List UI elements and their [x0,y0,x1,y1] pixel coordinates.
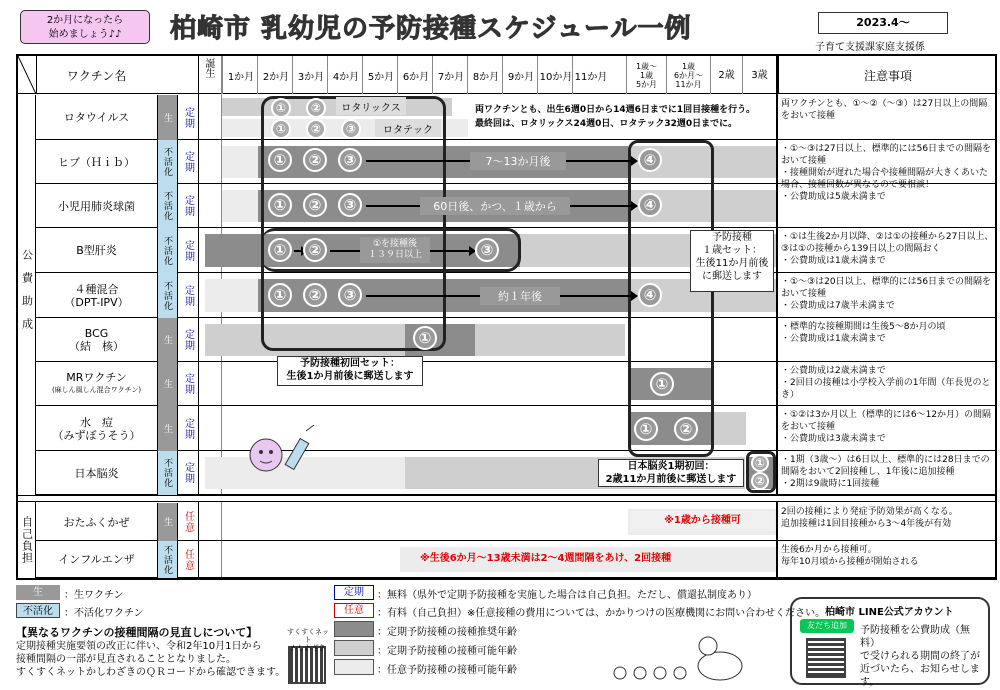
oneyear-set-notice: 予防接種 １歳セット： 生後11か月前後 に郵送します [690,230,774,292]
dpt-dose-1: ① [268,283,292,307]
legend-inactive-badge: 不活化 [16,603,60,618]
je-dose-1: ① [751,454,769,472]
vaccine-kind-badge: 生 [158,503,178,541]
vaccine-note: 2回の接種により発症予防効果が高くなる。 追加接種は1回目接種から3～4年後が有効 [781,507,958,529]
legend-optional-text: ：任意予防接種の接種可能年齢 [377,665,517,676]
vaccine-name: 小児用肺炎球菌 [36,184,158,228]
line-qr-code[interactable] [806,638,846,678]
vaccine-name: おたふくかぜ [36,503,158,541]
hbv-dose-1: ① [268,238,292,262]
rota-teq-label: ロタテック [375,119,441,137]
line-title: 柏崎市 LINE公式アカウント [825,607,954,618]
col-y3-header: 3歳 [742,56,776,94]
vaccine-name: MRワクチン (麻しん風しん混合ワクチン) [36,362,158,406]
vaccine-name: BCG （結 核） [36,318,158,362]
vaccine-kind-badge: 不活化 [158,140,178,184]
hib-dose-1: ① [268,148,292,172]
pcv-dose-4: ④ [638,193,662,217]
schedule-band [205,279,258,312]
je-dose-2: ② [751,472,769,490]
dpt-dose-3: ③ [338,283,362,307]
hbv-interval: ①を接種後 １３９日以上 [360,237,430,263]
mr-dose-1: ① [650,372,674,396]
var-dose-1: ① [634,417,658,441]
legend-box-optional [334,659,374,675]
hib-dose-4: ④ [638,148,662,172]
vaccine-name: インフルエンザ [36,541,158,578]
col-vaccine-header: ワクチン名 [36,56,156,94]
vaccine-type-label: 任意 [182,548,194,571]
pcv-dose-1: ① [268,193,292,217]
vaccine-note: ・標準的な接種期間は生後5～8か月の頃 ・公費助成は1歳未満まで [781,322,946,344]
vaccine-type-label: 定期 [182,151,194,173]
vaccine-type-label: 定期 [182,462,194,484]
rota-rix-dose-2: ② [306,98,326,118]
dpt-dose-2: ② [303,283,327,307]
mumps-note: ※1歳から接種可 [630,511,775,531]
schedule-band [714,412,746,445]
vaccine-note: 両ワクチンとも、①～②（～③）は27日以上の間隔をおいて接種 [781,99,988,121]
vaccine-name: ４種混合 （DPT-IPV） [36,273,158,318]
rota-rix-label: ロタリックス [336,97,406,115]
vaccine-note: ・①②は3か月以上（標準的には6～12か月）の間隔をおいて接種 ・公費助成は3歳未満まで [781,410,992,444]
col-month-header: 4か月 [327,56,364,94]
vaccine-kind-badge: 不活化 [158,184,178,228]
col-month-header: 9か月 [502,56,539,94]
dpt-dose-4: ④ [638,283,662,307]
vaccine-note: ・①は生後2か月以降、②は①の接種から27日以上、③は①の接種から139日以上の間隔おく ・公費助成は1歳未満まで [781,232,994,266]
col-m12-header: 1歳～ 1歳 5か月 [626,56,666,94]
vaccine-kind-badge: 生 [158,95,178,140]
schedule-band [222,190,258,222]
pcv-dose-2: ② [303,193,327,217]
group-divider [18,495,995,502]
vaccine-type-label: 定期 [182,106,194,129]
vaccine-note: ・公費助成は2歳未満まで ・2回目の接種は小学校入学前の1年間（年長児のとき） [781,366,991,400]
date-box: 2023.4～ [818,12,948,34]
col-month-header: 11か月 [572,56,609,94]
line-add-button[interactable]: 友だち追加 [800,619,854,633]
legend-teiki-badge: 定期 [334,585,374,600]
schedule-band [222,146,258,178]
dpt-interval: 約１年後 [480,287,560,305]
pcv-interval: 60日後、かつ、１歳から [420,197,570,215]
hib-dose-3: ③ [338,148,362,172]
hbv-arrow-1 [294,250,302,252]
vaccine-kind-badge: 生 [158,406,178,451]
vaccine-type-label: 定期 [182,373,194,395]
vaccine-kind-badge: 不活化 [158,451,178,495]
vaccine-kind-badge: 不活化 [158,541,178,578]
col-y2-header: 2歳 [710,56,742,94]
corner-diagonal [18,56,36,94]
col-birth-header: 誕生 [203,58,214,78]
start-badge: 2か月になったら 始めましょう♪♪ [20,10,150,44]
vaccine-note: ・①～③は20日以上、標準的には56日までの間隔をおいて接種 ・公費助成は7歳半未満まで [781,277,992,311]
review-body: 定期接種実施要領の改正に伴い、令和2年10月1日から 接種間隔の一部が見直されることとなりました。 すくすくネットかしわざきのＱＲコードから確認できます。 [16,641,286,678]
legend-live-text: ：生ワクチン [64,590,124,601]
page-title: 柏崎市 乳幼児の予防接種スケジュール一例 [170,14,692,44]
col-notes-header: 注意事項 [778,56,997,94]
col-month-header: 6か月 [397,56,434,94]
legend-inactive-text: ：不活化ワクチン [64,608,144,619]
vaccine-name: ヒブ（Ｈｉｂ） [36,140,158,184]
vaccine-kind-badge: 不活化 [158,273,178,318]
line-text: 予防接種を公費助成（無料） で受けられる期間の終了が 近づいたら、お知らせします。 [860,625,980,688]
col-month-header: 5か月 [362,56,399,94]
hib-dose-2: ② [303,148,327,172]
vaccine-name: 日本脳炎 [36,451,158,495]
group-public: 公費助成 [18,95,36,495]
rota-note: 両ワクチンとも、出生6週0日から14週6日までに1回目接種を行う。 最終回は、ロタリックス24週0日、ロタテック32週0日までに。 [475,105,756,129]
col-month-header: 10か月 [537,56,574,94]
vaccine-type-label: 定期 [182,417,194,440]
je-notice: 日本脳炎1期初回： 2歳11か月前後に郵送します [598,459,744,487]
vaccine-type-label: 定期 [182,284,194,307]
vaccine-name: ロタウイルス [36,95,158,140]
vaccine-kind-badge: 不活化 [158,228,178,273]
vaccine-type-label: 任意 [182,511,194,533]
vaccine-name: B型肝炎 [36,228,158,273]
col-month-header: 3か月 [292,56,329,94]
col-month-header: 1か月 [222,56,259,94]
legend-possible-text: ：定期予防接種の接種可能年齢 [377,646,517,657]
legend-teiki-text: ：無料（県外で定期予防接種を実施した場合は自己負担。ただし、償還払制度あり） [377,590,757,601]
legend-live-badge: 生 [16,585,60,600]
dept-label: 子育て支援課家庭支援係 [815,42,925,53]
vaccine-type-label: 定期 [182,239,194,262]
flu-note: ※生後6か月～13歳未満は2～4週間隔をあけ、2回接種 [420,553,672,564]
mascot-illustration [236,425,326,487]
duck-illustration [600,618,750,688]
vaccine-note: ・①～③は27日以上、標準的には56日までの間隔をおいて接種 ・接種開始が遅れた場合や接種間隔が大きくあいた場合、接種回数が異なるので要相談！ ・公費助成は5歳未満まで [781,144,992,202]
legend-box-recommended [334,621,374,637]
vaccine-name: 水 痘 （みずぼうそう） [36,406,158,451]
rota-teq-dose-1: ① [271,119,291,139]
legend-nin-text: ：有料（自己負担）※任意接種の費用については、かかりつけの医療機関にお問い合わせください。 [377,608,826,619]
hbv-dose-2: ② [303,238,327,262]
schedule-band [205,234,258,267]
col-m13-header: 1歳 6か月～ 11か月 [666,56,710,94]
hib-interval: 7～13か月後 [470,152,566,170]
legend-box-possible [334,640,374,656]
vaccine-note: 生後6か月から接種可。 毎年10月頃から接種が開始される [781,545,919,567]
legend-recommended-text: ：定期予防接種の接種推奨年齢 [377,627,517,638]
hbv-dose-3: ③ [475,238,499,262]
pcv-dose-3: ③ [338,193,362,217]
vaccine-note: ・1期（3歳～）は6日以上、標準的には28日までの間隔をおいて2回接種し、1年後に追加接種 ・2期は9歳時に1回接種 [781,455,990,489]
bcg-dose-1: ① [413,326,437,350]
var-dose-2: ② [674,417,698,441]
vaccine-type-label: 定期 [182,329,194,351]
col-month-header: 7か月 [432,56,469,94]
review-title: 【異なるワクチンの接種間隔の見直しについて】 [16,626,258,639]
group-self: 自己負担 [18,502,36,578]
legend-nin-badge: 任意 [334,603,374,618]
vaccine-kind-badge: 生 [158,362,178,406]
col-month-header: 2か月 [257,56,294,94]
vaccine-kind-badge: 生 [158,318,178,362]
vaccine-type-label: 定期 [182,195,194,217]
rota-rix-dose-1: ① [271,98,291,118]
col-month-header: 8か月 [467,56,504,94]
init-set-notice: 予防接種初回セット： 生後1か月前後に郵送します [277,356,423,386]
rota-teq-dose-2: ② [306,119,326,139]
schedule-band [475,324,625,356]
review-qr-label: すくすくネット [287,628,329,644]
review-qr-code[interactable] [288,646,326,684]
rota-teq-dose-3: ③ [341,119,361,139]
